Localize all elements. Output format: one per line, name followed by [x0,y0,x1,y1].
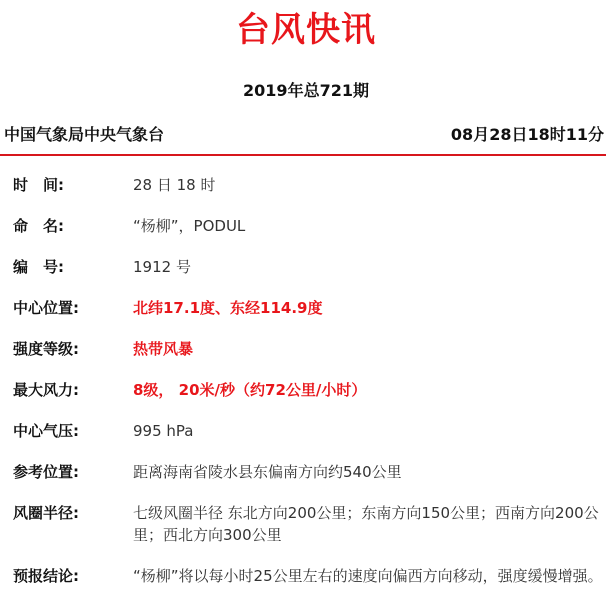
row-label-wind-radius: 风圈半径: [13,504,79,522]
row-label-center-position: 中心位置: [13,299,79,317]
row-value-intensity: 热带风暴 [133,340,194,358]
row-label-name: 命 名: [13,217,64,235]
agency-name: 中国气象局中央气象台 [4,125,165,144]
row-value-number: 1912 号 [133,258,191,276]
row-value-center-position: 北纬17.1度、东经114.9度 [133,299,323,317]
row-label-forecast: 预报结论: [13,567,79,585]
row-value-name: “杨柳”，PODUL [133,217,246,235]
row-value-wind-radius: 七级风圈半径 东北方向200公里；东南方向150公里；西南方向200公里；西北方向300公里 [133,504,599,544]
row-label-reference-position: 参考位置: [13,463,79,481]
row-label-time: 时 间: [13,176,64,194]
page-title: 台风快讯 [236,10,376,50]
agency-bar [0,124,606,156]
row-label-max-wind: 最大风力: [13,381,79,399]
row-value-forecast: “杨柳”将以每小时25公里左右的速度向偏西方向移动，强度缓慢增强。 [133,567,603,585]
row-value-time: 28 日 18 时 [133,176,216,194]
row-value-pressure: 995 hPa [133,422,194,440]
row-value-max-wind: 8级， 20米/秒（约72公里/小时） [133,381,367,399]
row-label-intensity: 强度等级: [13,340,79,358]
issue-time: 08月28日18时11分 [450,125,604,144]
row-label-pressure: 中心气压: [13,422,79,440]
issue-number: 2019年总721期 [243,81,369,100]
row-label-number: 编 号: [13,258,64,276]
row-value-reference-position: 距离海南省陵水县东偏南方向约540公里 [133,463,402,481]
